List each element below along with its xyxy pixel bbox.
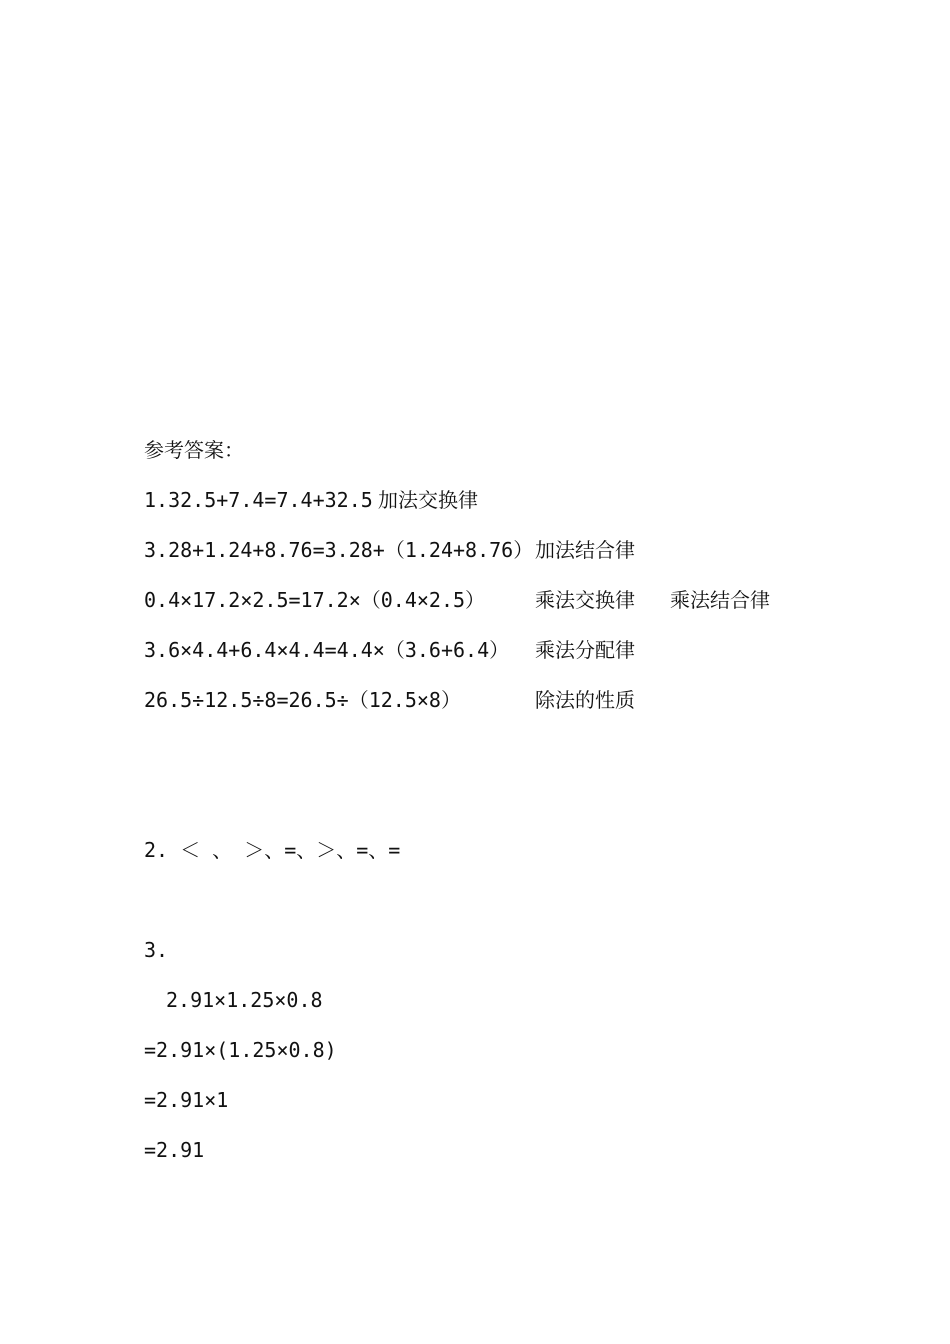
answer-row-2-law: 加法结合律 [535, 538, 635, 562]
answer-heading: 参考答案： [144, 438, 244, 462]
answer-row-1-expression: 1.32.5+7.4=7.4+32.5 [144, 488, 373, 512]
answer-row-3-expression: 0.4×17.2×2.5=17.2×（0.4×2.5） [144, 588, 486, 612]
answer-row-3-law: 乘法交换律 [535, 588, 635, 612]
answer-row-5-law: 除法的性质 [535, 688, 635, 712]
answer-section-3-step-1: 2.91×1.25×0.8 [166, 988, 323, 1012]
answer-section-2: 2. ＜ 、 ＞、=、＞、=、= [144, 838, 401, 862]
answer-row-3-law-secondary: 乘法结合律 [670, 588, 770, 612]
answer-row-4-expression: 3.6×4.4+6.4×4.4=4.4×（3.6+6.4） [144, 638, 510, 662]
answer-section-3-step-2: =2.91×(1.25×0.8) [144, 1038, 337, 1062]
answer-section-3-step-4: =2.91 [144, 1138, 205, 1162]
answer-row-1-law: 加法交换律 [378, 488, 478, 512]
answer-row-2-expression: 3.28+1.24+8.76=3.28+（1.24+8.76） [144, 538, 534, 562]
answer-row-5-expression: 26.5÷12.5÷8=26.5÷（12.5×8） [144, 688, 461, 712]
answer-row-4-law: 乘法分配律 [535, 638, 635, 662]
answer-section-3-label: 3. [144, 938, 169, 962]
answer-section-3-step-3: =2.91×1 [144, 1088, 229, 1112]
